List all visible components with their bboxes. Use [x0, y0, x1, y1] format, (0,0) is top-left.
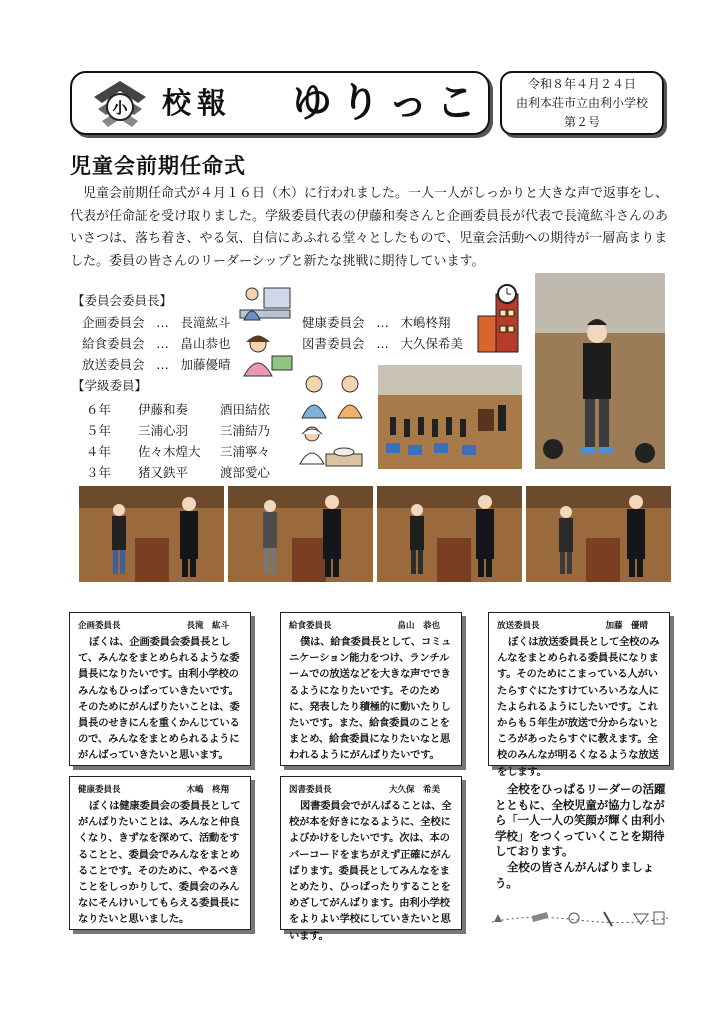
library-clipart-icon: [238, 332, 298, 380]
committee-name: 図書委員会: [302, 336, 365, 351]
newsletter-name: ゆりっこ: [292, 79, 484, 126]
message-author: 畠山 恭也: [397, 621, 440, 631]
class-rep-row: [86, 441, 270, 462]
committee-row: [82, 333, 231, 354]
school-name: 由利本荘市立由利小学校: [515, 96, 648, 110]
message-author: 長滝 紘斗: [186, 621, 229, 631]
message-box-planning: [69, 612, 251, 766]
stationery-divider-icon: [488, 908, 673, 930]
separator: …: [376, 315, 389, 330]
rep-name-1: 猪又鉄平: [138, 465, 189, 480]
issue-number: 第２号: [563, 115, 600, 129]
separator: …: [156, 357, 169, 372]
speech-photo: [535, 273, 665, 469]
message-text: 僕は、給食委員長として、コミュニケーション能力をつけ、ランチルームでの放送などを大きな声でできるようになりたいです。そのために、発表したり積極的に動いたりしたいです。また、給食委員のことをまとめ、給食委員になりたいなと思われるようにがんばりたいです。: [289, 636, 452, 762]
message-text: 図書委員会でがんばることは、全校が本を好きになるように、全校によびかけをしたいです。次は、本のバーコードをまちがえず正確にがんばります。委員長としてみんなをまとめたり、ひっぱったりすることをめざしてがんばります。由利小学校をよりよい学校にしていきたいと思います。: [289, 800, 452, 942]
logo-text: 小: [112, 99, 128, 117]
clock-tower-clipart-icon: [470, 280, 528, 356]
message-header: [497, 620, 662, 632]
committee-row: [302, 312, 451, 333]
grade: ３年: [86, 465, 112, 480]
message-author: 木嶋 柊翔: [186, 785, 229, 795]
issue-date: 令和８年４月２４日: [527, 77, 636, 91]
class-rep-row: [86, 420, 270, 441]
class-rep-row: [86, 399, 270, 420]
committee-row: [302, 333, 463, 354]
committee-name: 給食委員会: [82, 336, 145, 351]
newsletter-title-box: [70, 71, 490, 135]
committee-name: 健康委員会: [302, 315, 365, 330]
ceremony-photo-3: [377, 486, 522, 582]
message-box-health: [69, 776, 251, 930]
message-role: 企画委員長: [78, 621, 121, 631]
article-headline: 児童会前期任命式: [70, 154, 246, 178]
ceremony-photo-1: [79, 486, 224, 582]
message-text: ぼくは、企画委員会委員長として、みんなをまとめられるような委員長になりたいです。由利小学校のみんなもひっぱっていきたいです。そのためにがんばりたいことは、委員長のせきにんを重くかんじているので、みんなをまとめられるようにがんばっていきたいと思います。: [78, 636, 240, 762]
rep-name-2: 三浦結乃: [220, 423, 271, 438]
separator: …: [376, 336, 389, 351]
lunch-clipart-icon: [296, 424, 366, 476]
message-header: [289, 620, 454, 632]
rep-name-2: 三浦寧々: [220, 444, 271, 459]
message-header: [78, 620, 243, 632]
class-reps-heading: 【学級委員】: [72, 378, 148, 393]
closing-remarks: [495, 782, 670, 891]
grade: ６年: [86, 402, 112, 417]
separator: …: [156, 336, 169, 351]
message-header: [289, 784, 454, 796]
ceremony-photo-4: [526, 486, 671, 582]
message-role: 給食委員長: [289, 621, 332, 631]
issue-info-box: [500, 71, 664, 135]
committee-heads-heading: 【委員会委員長】: [72, 293, 173, 308]
committee-name: 企画委員会: [82, 315, 145, 330]
committee-name: 放送委員会: [82, 357, 145, 372]
message-box-lunch: [280, 612, 462, 766]
closing-paragraph-1: 全校をひっぱるリーダーの活躍とともに、全校児童が協力しながら「一人一人の笑顔が輝く由利小学校」をつくっていくことを期待しております。: [495, 782, 666, 859]
closing-paragraph-2: 全校の皆さんがんばりましょう。: [495, 859, 654, 890]
chair-name: 長滝紘斗: [180, 315, 231, 330]
chair-name: 加藤優晴: [180, 357, 231, 372]
class-rep-row: [86, 462, 270, 483]
chair-name: 木嶋柊翔: [400, 315, 451, 330]
rep-name-1: 三浦心羽: [138, 423, 189, 438]
message-role: 放送委員長: [497, 621, 540, 631]
message-box-broadcast: [488, 612, 670, 778]
health-clipart-icon: [294, 370, 374, 422]
broadcast-clipart-icon: [234, 280, 294, 330]
message-author: 大久保 希美: [388, 785, 440, 795]
grade: ４年: [86, 444, 112, 459]
school-emblem-logo: [90, 77, 150, 133]
message-text: ぼくは放送委員長として全校のみんなをまとめられる委員長になります。そのためにこまっている人がいたらすぐにたすけていろいろな人にたよられるようにしたいです。これからも５年生が放送で分からないところがあったらすぐに教えます。全校のみんなが明るくなるような放送をします。: [497, 636, 660, 778]
chair-name: 畠山恭也: [180, 336, 231, 351]
article-lead: 児童会前期任命式が４月１６日（木）に行われました。一人一人がしっかりと大きな声で返事をし、代表が任命証を受け取りました。学級委員代表の伊藤和奏さんと企画委員長が代表で長滝紘斗さんのあいさつは、落ち着き、やる気、自信にあふれる堂々としたもので、児童会活動への期待が一層高まりました。委員の皆さんのリーダーシップと新たな挑戦に期待しています。: [70, 186, 669, 269]
ceremony-photo-2: [228, 486, 373, 582]
message-author: 加藤 優晴: [605, 621, 648, 631]
message-role: 図書委員長: [289, 785, 332, 795]
committee-row: [82, 354, 231, 375]
separator: …: [156, 315, 169, 330]
message-text: ぼくは健康委員会の委員長としてがんばりたいことは、みんなと仲良くなり、きずなを深めて、活動をすることと、委員会でみんなをまとめることです。そのために、やるべきことをしっかりして、委員会のみんなにそんけいしてもらえる委員長になりたいと思いました。: [78, 800, 241, 926]
rep-name-1: 佐々木煌大: [138, 444, 201, 459]
grade: ５年: [86, 423, 112, 438]
committee-row: [82, 312, 231, 333]
newsletter-label: 校報: [162, 86, 233, 120]
rep-name-2: 渡部愛心: [220, 465, 271, 480]
message-role: 健康委員長: [78, 785, 121, 795]
gym-assembly-photo: [378, 365, 522, 469]
rep-name-1: 伊藤和奏: [138, 402, 189, 417]
chair-name: 大久保希美: [400, 336, 463, 351]
message-box-library: [280, 776, 462, 942]
rep-name-2: 酒田結依: [220, 402, 271, 417]
message-header: [78, 784, 243, 796]
